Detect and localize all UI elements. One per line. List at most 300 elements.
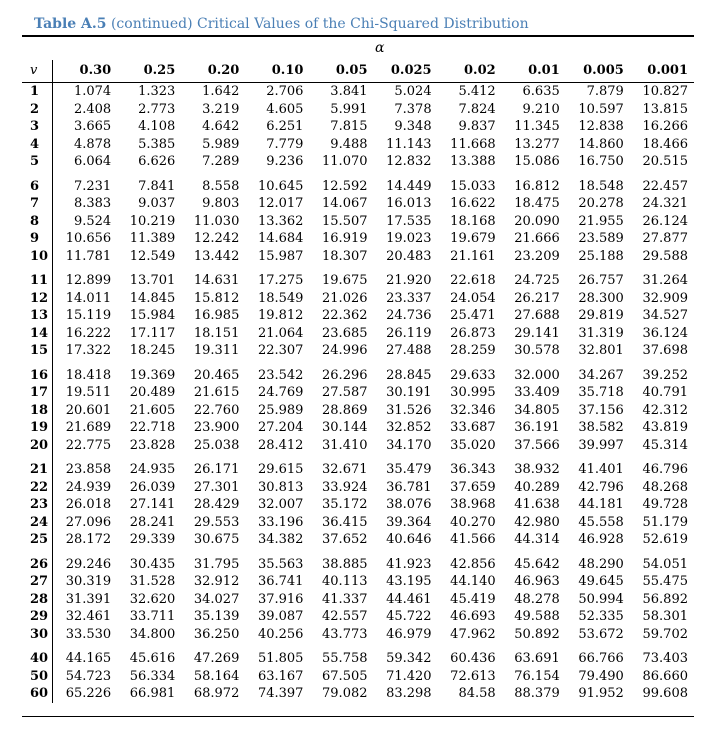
critical-value: 20.483 [386,248,432,264]
critical-value: 16.750 [578,154,624,169]
critical-value: 5.989 [202,136,240,152]
critical-value: 40.289 [514,479,560,495]
nu-value: 4 [22,136,53,154]
critical-value: 45.419 [450,591,496,607]
critical-value: 88.379 [514,686,560,701]
critical-value: 6.626 [138,154,176,169]
critical-value: 15.507 [322,213,368,229]
critical-value: 66.981 [129,686,176,701]
critical-value: 42.312 [642,402,688,418]
critical-value: 27.587 [322,385,368,400]
critical-value: 41.566 [450,532,496,547]
critical-value: 14.011 [65,290,112,306]
critical-value: 1.074 [73,84,112,99]
critical-value: 12.017 [257,196,304,211]
critical-value: 26.217 [514,290,560,306]
table-row [22,230,694,248]
critical-value: 34.267 [578,367,624,383]
table-row [22,213,694,231]
table-row [22,531,694,549]
critical-value: 36.343 [450,462,496,477]
critical-value: 8.383 [73,196,112,211]
critical-value: 30.191 [386,385,432,400]
critical-value: 22.718 [129,420,176,435]
critical-value: 17.535 [386,213,432,229]
critical-value: 55.475 [642,574,688,589]
critical-value: 28.412 [257,437,304,453]
critical-value: 7.815 [330,119,368,134]
table-row [22,479,694,497]
table-row [22,384,694,402]
critical-value: 8.558 [202,178,240,194]
critical-value: 16.266 [642,119,688,134]
critical-value: 32.000 [514,367,560,383]
critical-value: 63.691 [514,651,560,666]
critical-value: 46.979 [386,626,432,642]
critical-value: 2.706 [266,84,304,99]
table-row [22,101,694,119]
critical-value: 11.070 [322,154,368,169]
critical-value: 27.877 [642,231,688,246]
critical-value: 45.314 [642,437,688,453]
critical-value: 46.928 [578,532,624,547]
critical-value: 4.878 [73,136,112,152]
critical-value: 19.023 [386,231,432,246]
critical-value: 19.812 [257,308,304,323]
critical-value: 36.250 [193,626,240,642]
critical-value: 5.412 [458,84,496,99]
critical-value: 14.860 [578,136,624,152]
critical-value: 9.236 [266,154,304,169]
nu-value: 24 [22,514,53,532]
nu-value: 10 [22,248,53,266]
table-row [22,290,694,308]
critical-value: 22.760 [193,402,240,418]
critical-value: 46.693 [450,609,496,624]
critical-value: 52.619 [642,532,688,547]
nu-value: 2 [22,101,53,119]
critical-value: 59.702 [642,626,688,642]
nu-value: 14 [22,325,53,343]
critical-value: 42.856 [450,556,496,572]
critical-value: 13.815 [642,101,688,117]
critical-value: 53.672 [578,626,624,642]
table-row [22,248,694,266]
nu-value: 16 [22,360,53,385]
critical-value: 22.618 [450,273,496,288]
critical-value: 41.337 [322,591,368,607]
critical-value: 10.827 [642,84,688,99]
critical-value: 34.805 [514,402,560,418]
critical-value: 18.549 [257,290,304,306]
critical-value: 45.616 [129,651,176,666]
critical-value: 39.997 [578,437,624,453]
critical-value: 39.252 [642,367,688,383]
nu-value: 22 [22,479,53,497]
critical-value: 38.582 [578,420,624,435]
critical-value: 36.191 [514,420,560,435]
critical-value: 20.278 [578,196,624,211]
critical-value: 21.026 [322,290,368,306]
critical-value: 10.219 [129,213,176,229]
critical-value: 32.671 [322,462,368,477]
critical-value: 31.391 [65,591,112,607]
critical-value: 48.290 [578,556,624,572]
table-row [22,668,694,686]
critical-value: 30.813 [257,479,304,495]
table-row [22,342,694,360]
critical-value: 26.039 [129,479,176,495]
critical-value: 42.796 [578,479,624,495]
critical-value: 38.932 [514,462,560,477]
critical-value: 1.642 [202,84,240,99]
critical-value: 27.688 [514,308,560,323]
critical-value: 2.773 [138,101,176,117]
critical-value: 12.592 [322,178,368,194]
critical-value: 66.766 [578,651,624,666]
critical-value: 17.275 [257,273,304,288]
alpha-label: α [375,40,385,56]
critical-value: 43.195 [386,574,432,589]
critical-value: 30.578 [514,343,560,358]
nu-value: 8 [22,213,53,231]
critical-value: 42.557 [322,609,368,624]
critical-value: 11.143 [386,136,432,152]
critical-value: 41.401 [578,462,624,477]
critical-value: 14.631 [193,273,240,288]
critical-value: 24.054 [450,290,496,306]
critical-value: 25.471 [450,308,496,323]
critical-value: 58.164 [193,668,240,684]
critical-value: 18.168 [450,213,496,229]
critical-value: 38.885 [322,556,368,572]
critical-value: 91.952 [578,686,624,701]
critical-value: 37.652 [322,532,368,547]
critical-value: 23.685 [322,325,368,341]
critical-value: 13.442 [193,248,240,264]
nu-value: 26 [22,549,53,574]
alpha-header: 0.25 [117,60,181,83]
nu-value: 23 [22,496,53,514]
critical-value: 7.289 [202,154,240,169]
critical-value: 30.675 [193,532,240,547]
critical-value: 16.919 [322,231,368,246]
critical-value: 72.613 [450,668,496,684]
critical-value: 26.119 [386,325,432,341]
critical-value: 45.722 [386,609,432,624]
critical-value: 32.852 [386,420,432,435]
alpha-header: 0.001 [630,60,694,83]
critical-value: 31.795 [193,556,240,572]
critical-value: 48.278 [514,591,560,607]
critical-value: 32.461 [65,609,112,624]
critical-value: 13.388 [450,154,496,169]
nu-value: 40 [22,643,53,668]
critical-value: 29.553 [193,514,240,530]
critical-value: 28.172 [65,532,112,547]
critical-value: 6.064 [73,154,112,169]
critical-value: 11.030 [193,213,240,229]
table-row [22,626,694,644]
critical-value: 23.858 [65,462,112,477]
nu-value: 18 [22,402,53,420]
critical-value: 36.124 [642,325,688,341]
critical-value: 32.909 [642,290,688,306]
critical-value: 10.597 [578,101,624,117]
critical-value: 32.007 [257,497,304,512]
nu-value: 28 [22,591,53,609]
critical-value: 18.466 [642,136,688,152]
critical-value: 24.725 [514,273,560,288]
table-title-text: (continued) Critical Values of the Chi-Squared Distribution [110,16,529,32]
critical-value: 15.119 [65,308,112,323]
critical-value: 7.378 [394,101,432,117]
critical-value: 76.154 [514,668,560,684]
critical-value: 28.300 [578,290,624,306]
critical-value: 33.687 [450,420,496,435]
critical-value: 7.879 [586,84,624,99]
critical-value: 59.342 [386,651,432,666]
critical-value: 55.758 [322,651,368,666]
critical-value: 31.319 [578,325,624,341]
critical-value: 32.620 [129,591,176,607]
critical-value: 29.246 [65,556,112,572]
table-row [22,265,694,290]
table-row [22,195,694,213]
critical-value: 83.298 [386,686,432,701]
critical-value: 34.382 [257,532,304,547]
critical-value: 12.838 [578,119,624,134]
critical-value: 33.924 [322,479,368,495]
critical-value: 65.226 [65,686,112,701]
nu-value: 6 [22,171,53,196]
critical-value: 79.082 [322,686,368,701]
table-row [22,118,694,136]
critical-value: 50.892 [514,626,560,642]
critical-value: 58.301 [642,609,688,624]
critical-value: 1.323 [138,84,176,99]
nu-value: 25 [22,531,53,549]
critical-value: 25.188 [578,248,624,264]
critical-value: 12.899 [65,273,112,288]
critical-value: 23.337 [386,290,432,306]
nu-value: 1 [22,83,53,101]
critical-value: 37.916 [257,591,304,607]
critical-value: 44.314 [514,532,560,547]
nu-value: 19 [22,419,53,437]
critical-value: 28.241 [129,514,176,530]
critical-value: 24.736 [386,308,432,323]
table-row [22,608,694,626]
critical-value: 20.601 [65,402,112,418]
critical-value: 63.167 [257,668,304,684]
critical-value: 22.457 [642,178,688,194]
critical-value: 23.900 [193,420,240,435]
critical-value: 40.791 [642,385,688,400]
critical-value: 19.369 [129,367,176,383]
critical-value: 4.108 [138,119,176,134]
table-row [22,437,694,455]
critical-value: 29.339 [129,532,176,547]
critical-value: 35.479 [386,462,432,477]
critical-value: 16.013 [386,196,432,211]
critical-value: 24.769 [257,385,304,400]
table-row [22,136,694,154]
critical-value: 34.800 [129,626,176,642]
alpha-header: 0.30 [53,60,118,83]
critical-value: 12.242 [193,231,240,246]
critical-value: 10.645 [257,178,304,194]
critical-value: 16.622 [450,196,496,211]
critical-value: 13.277 [514,136,560,152]
critical-value: 22.362 [322,308,368,323]
critical-value: 28.845 [386,367,432,383]
critical-value: 56.334 [129,668,176,684]
table-row [22,454,694,479]
table-row [22,153,694,171]
critical-value: 39.087 [257,609,304,624]
critical-value: 23.209 [514,248,560,264]
critical-value: 16.222 [65,325,112,341]
critical-value: 37.698 [642,343,688,358]
critical-value: 11.781 [65,248,112,264]
critical-value: 50.994 [578,591,624,607]
critical-value: 16.985 [193,308,240,323]
critical-value: 47.962 [450,626,496,642]
critical-value: 15.033 [450,178,496,194]
critical-value: 22.775 [65,437,112,453]
critical-value: 30.995 [450,385,496,400]
nu-value: 15 [22,342,53,360]
critical-value: 26.757 [578,273,624,288]
critical-value: 14.684 [257,231,304,246]
critical-value: 21.161 [450,248,496,264]
critical-value: 28.869 [322,402,368,418]
critical-value: 40.256 [257,626,304,642]
critical-value: 24.996 [322,343,368,358]
critical-value: 25.989 [257,402,304,418]
table-row [22,573,694,591]
table-row [22,171,694,196]
critical-value: 4.605 [266,101,304,117]
critical-value: 17.322 [65,343,112,358]
critical-value: 26.018 [65,497,112,512]
critical-value: 14.449 [386,178,432,194]
critical-value: 54.723 [65,668,112,684]
table-row [22,685,694,703]
table-row [22,402,694,420]
critical-value: 21.615 [193,385,240,400]
table-row [22,643,694,668]
alpha-header: 0.02 [438,60,502,83]
nu-value: 13 [22,307,53,325]
critical-value: 30.435 [129,556,176,572]
critical-value: 3.665 [73,119,112,134]
critical-value: 15.984 [129,308,176,323]
critical-value: 56.892 [642,591,688,607]
nu-value: 3 [22,118,53,136]
critical-value: 43.819 [642,420,688,435]
nu-value: 11 [22,265,53,290]
critical-value: 11.345 [514,119,560,134]
critical-value: 79.490 [578,668,624,684]
critical-value: 21.955 [578,213,624,229]
critical-value: 19.311 [193,343,240,358]
critical-value: 45.642 [514,556,560,572]
critical-value: 27.096 [65,514,112,530]
nu-value: 29 [22,608,53,626]
critical-value: 20.090 [514,213,560,229]
critical-value: 10.656 [65,231,112,246]
critical-value: 26.296 [322,367,368,383]
critical-value: 3.841 [330,84,368,99]
table-row [22,549,694,574]
nu-value: 21 [22,454,53,479]
critical-value: 41.638 [514,497,560,512]
critical-value: 21.064 [257,325,304,341]
critical-value: 38.968 [450,497,496,512]
critical-value: 74.397 [257,686,304,701]
critical-value: 31.410 [322,437,368,453]
critical-value: 29.819 [578,308,624,323]
nu-value: 5 [22,153,53,171]
table-row [22,325,694,343]
critical-value: 18.418 [65,367,112,383]
critical-value: 14.067 [322,196,368,211]
critical-value: 37.566 [514,437,560,453]
nu-value: 50 [22,668,53,686]
bottom-rule [22,716,694,717]
critical-value: 15.987 [257,248,304,264]
critical-value: 23.589 [578,231,624,246]
critical-value: 71.420 [386,668,432,684]
critical-value: 19.511 [65,385,112,400]
critical-value: 60.436 [450,651,496,666]
critical-value: 7.824 [458,101,496,117]
critical-value: 27.141 [129,497,176,512]
critical-value: 34.527 [642,308,688,323]
critical-value: 86.660 [642,668,688,684]
alpha-header: 0.10 [245,60,309,83]
critical-value: 99.608 [642,686,688,701]
critical-value: 43.773 [322,626,368,642]
critical-value: 68.972 [193,686,240,701]
critical-value: 46.796 [642,462,688,477]
critical-value: 35.718 [578,385,624,400]
critical-value: 39.364 [386,514,432,530]
critical-value: 30.319 [65,574,112,589]
critical-value: 32.346 [450,402,496,418]
critical-value: 29.633 [450,367,496,383]
critical-value: 4.642 [202,119,240,134]
critical-value: 7.841 [138,178,176,194]
top-rule [22,35,694,37]
critical-value: 13.701 [129,273,176,288]
nu-value: 17 [22,384,53,402]
critical-value: 14.845 [129,290,176,306]
nu-value: 27 [22,573,53,591]
critical-value: 48.268 [642,479,688,495]
nu-value: 30 [22,626,53,644]
critical-value: 31.526 [386,402,432,418]
critical-value: 21.689 [65,420,112,435]
alpha-header: 0.05 [309,60,373,83]
critical-value: 28.259 [450,343,496,358]
critical-value: 33.409 [514,385,560,400]
critical-value: 30.144 [322,420,368,435]
critical-value: 33.711 [129,609,176,624]
critical-value: 40.270 [450,514,496,530]
